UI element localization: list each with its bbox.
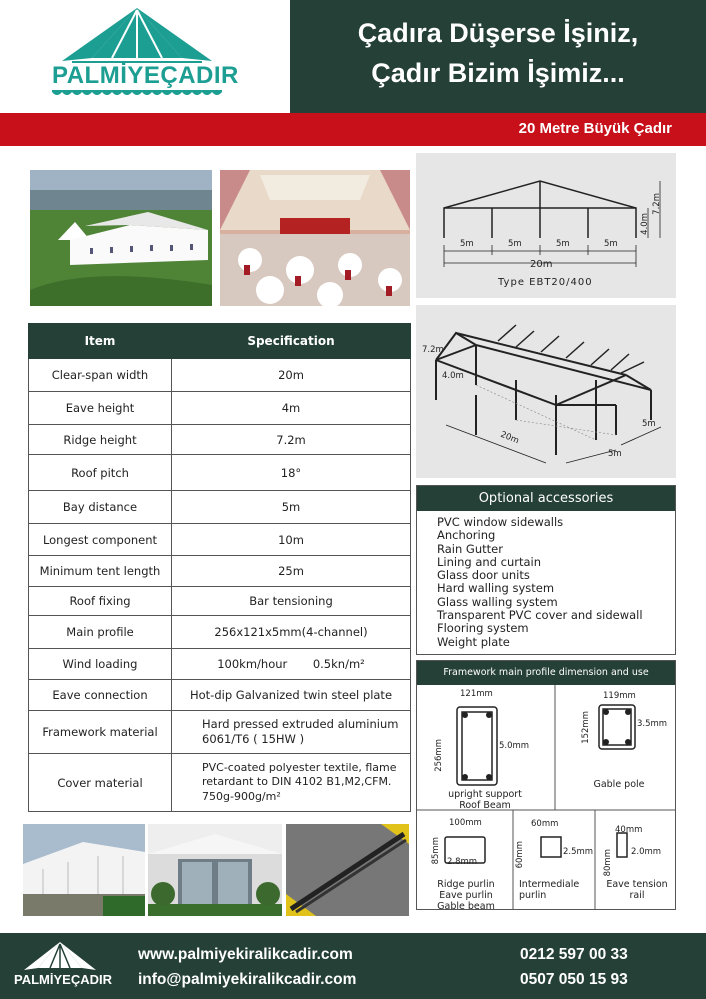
- table-row: [29, 425, 411, 455]
- list-item: Flooring system: [437, 621, 529, 636]
- tent-exterior-photo: [30, 170, 212, 306]
- inter-width: 60mm: [531, 819, 559, 829]
- ridge-height: 85mm: [431, 837, 441, 865]
- table-row: [29, 491, 411, 524]
- gable-label: Gable pole: [593, 779, 645, 790]
- tent-interior-photo: [220, 170, 410, 306]
- iso-eave-dim: 4.0m: [442, 371, 464, 381]
- upright-label-2: Roof Beam: [459, 800, 511, 811]
- table-row: [29, 616, 411, 649]
- list-item: Transparent PVC cover and sidewall: [437, 608, 643, 623]
- spec-cell: 18°: [172, 455, 411, 491]
- eave-label-2: rail: [629, 890, 645, 901]
- spec-cell: Hard pressed extruded aluminium 6061/T6 ( 15HW ): [172, 711, 411, 754]
- ridge-dim: 7.2m: [652, 193, 662, 215]
- table-row: [29, 587, 411, 616]
- ridge-width: 100mm: [449, 818, 482, 828]
- spec-cell: 5m: [172, 491, 411, 524]
- table-row: [29, 392, 411, 425]
- list-item: PVC window sidewalls: [437, 515, 564, 529]
- table-row: [29, 455, 411, 491]
- spec-cell: 10m: [172, 524, 411, 556]
- spec-cell: 20m: [172, 359, 411, 392]
- inter-thickness: 2.5mm: [563, 847, 594, 857]
- col-item: Item: [29, 324, 172, 359]
- eave-width: 40mm: [615, 825, 643, 835]
- gable-height: 152mm: [581, 711, 591, 744]
- item-cell: Clear-span width: [29, 359, 172, 392]
- table-row: [29, 754, 411, 812]
- footer-logo-text: PALMİYEÇADIR: [14, 972, 112, 987]
- item-cell: Eave connection: [29, 680, 172, 711]
- email-link[interactable]: info@palmiyekiralikcadir.com: [138, 971, 357, 988]
- eave-dim: 4.0m: [640, 213, 650, 235]
- col-specification: Specification: [172, 324, 411, 359]
- list-item: Glass walling system: [437, 594, 558, 609]
- spec-table-header: [29, 324, 411, 359]
- subtitle-bar: [0, 113, 706, 146]
- header-banner: [290, 0, 706, 113]
- upright-width: 121mm: [460, 689, 493, 699]
- type-label: Type EBT20/400: [498, 277, 593, 288]
- item-cell: Eave height: [29, 392, 172, 425]
- eave-height: 80mm: [603, 849, 613, 877]
- ridge-label-1: Ridge purlin: [437, 879, 495, 890]
- spec-cell: 100km/hour 0.5kn/m²: [172, 649, 411, 680]
- table-row: [29, 556, 411, 587]
- item-cell: Main profile: [29, 616, 172, 649]
- upright-thickness: 5.0mm: [499, 741, 530, 751]
- accessories-panel: [416, 485, 676, 655]
- ridge-label-2: Eave purlin: [439, 890, 493, 901]
- logo-text: PALMİYEÇADIR: [52, 62, 239, 89]
- bay-dim-3: 5m: [556, 239, 570, 249]
- phone-1[interactable]: 0212 597 00 33: [520, 946, 628, 963]
- upright-label-1: upright support: [448, 789, 522, 800]
- list-item: Glass door units: [437, 568, 530, 583]
- footer-tent-logo-icon: [20, 940, 100, 972]
- tent-entrance-photo: [148, 824, 282, 916]
- bay-dim-2: 5m: [508, 239, 522, 249]
- item-cell: Minimum tent length: [29, 556, 172, 587]
- eave-label-1: Eave tension: [606, 879, 668, 890]
- front-elevation-drawing: [416, 153, 676, 298]
- table-row: [29, 524, 411, 556]
- accessories-title: Optional accessories: [417, 486, 675, 511]
- header-title-line1: Çadıra Düşerse İşiniz,: [357, 18, 639, 48]
- upright-height: 256mm: [434, 739, 444, 772]
- subtitle: 20 Metre Büyük Çadır: [518, 120, 672, 137]
- footer: [0, 933, 706, 999]
- spec-cell: PVC-coated polyester textile, flame retardant to DIN 4102 B1,M2,CFM. 750g-900g/m²: [172, 754, 411, 812]
- table-row: [29, 359, 411, 392]
- logo-scallop-icon: [52, 90, 222, 98]
- table-row: [29, 680, 411, 711]
- iso-bay2-dim: 5m: [642, 419, 656, 429]
- item-cell: Roof fixing: [29, 587, 172, 616]
- iso-ridge-dim: 7.2m: [422, 345, 444, 355]
- profile-bars-photo: [286, 824, 409, 916]
- tent-hall-photo: [23, 824, 145, 916]
- frame-profile-title: Framework main profile dimension and use: [417, 661, 675, 685]
- gable-width: 119mm: [603, 691, 636, 701]
- list-item: Lining and curtain: [437, 554, 541, 569]
- ridge-label-3: Gable beam: [437, 901, 495, 910]
- inter-label-1: Intermediale: [519, 879, 580, 890]
- website-link[interactable]: www.palmiyekiralikcadir.com: [138, 946, 353, 963]
- eave-thickness: 2.0mm: [631, 847, 662, 857]
- bay-dim-1: 5m: [460, 239, 474, 249]
- item-cell: Framework material: [29, 711, 172, 754]
- bay-dim-4: 5m: [604, 239, 618, 249]
- list-item: Hard walling system: [437, 581, 555, 596]
- span-dim: 20m: [530, 259, 553, 270]
- header-title-line2: Çadır Bizim İşimiz...: [371, 58, 625, 88]
- item-cell: Wind loading: [29, 649, 172, 680]
- iso-span-dim: 20m: [498, 429, 521, 447]
- ridge-thickness: 2.8mm: [447, 857, 478, 867]
- spec-cell: 4m: [172, 392, 411, 425]
- list-item: Rain Gutter: [437, 541, 503, 556]
- phone-2[interactable]: 0507 050 15 93: [520, 971, 628, 988]
- item-cell: Cover material: [29, 754, 172, 812]
- spec-cell: 25m: [172, 556, 411, 587]
- isometric-drawing: [416, 305, 676, 478]
- list-item: Weight plate: [437, 634, 510, 649]
- item-cell: Ridge height: [29, 425, 172, 455]
- spec-cell: 256x121x5mm(4-channel): [172, 616, 411, 649]
- list-item: Anchoring: [437, 528, 496, 543]
- item-cell: Roof pitch: [29, 455, 172, 491]
- item-cell: Longest component: [29, 524, 172, 556]
- spec-cell: Hot-dip Galvanized twin steel plate: [172, 680, 411, 711]
- tent-logo-icon: [52, 6, 222, 64]
- spec-table: [28, 323, 411, 812]
- frame-profile-panel: [416, 660, 676, 910]
- accessories-list: [417, 511, 675, 649]
- table-row: [29, 711, 411, 754]
- inter-label-2: purlin: [519, 890, 547, 901]
- spec-cell: 7.2m: [172, 425, 411, 455]
- table-row: [29, 649, 411, 680]
- item-cell: Bay distance: [29, 491, 172, 524]
- gable-thickness: 3.5mm: [637, 719, 668, 729]
- iso-bay1-dim: 5m: [608, 449, 622, 459]
- spec-cell: Bar tensioning: [172, 587, 411, 616]
- inter-height: 60mm: [515, 841, 525, 869]
